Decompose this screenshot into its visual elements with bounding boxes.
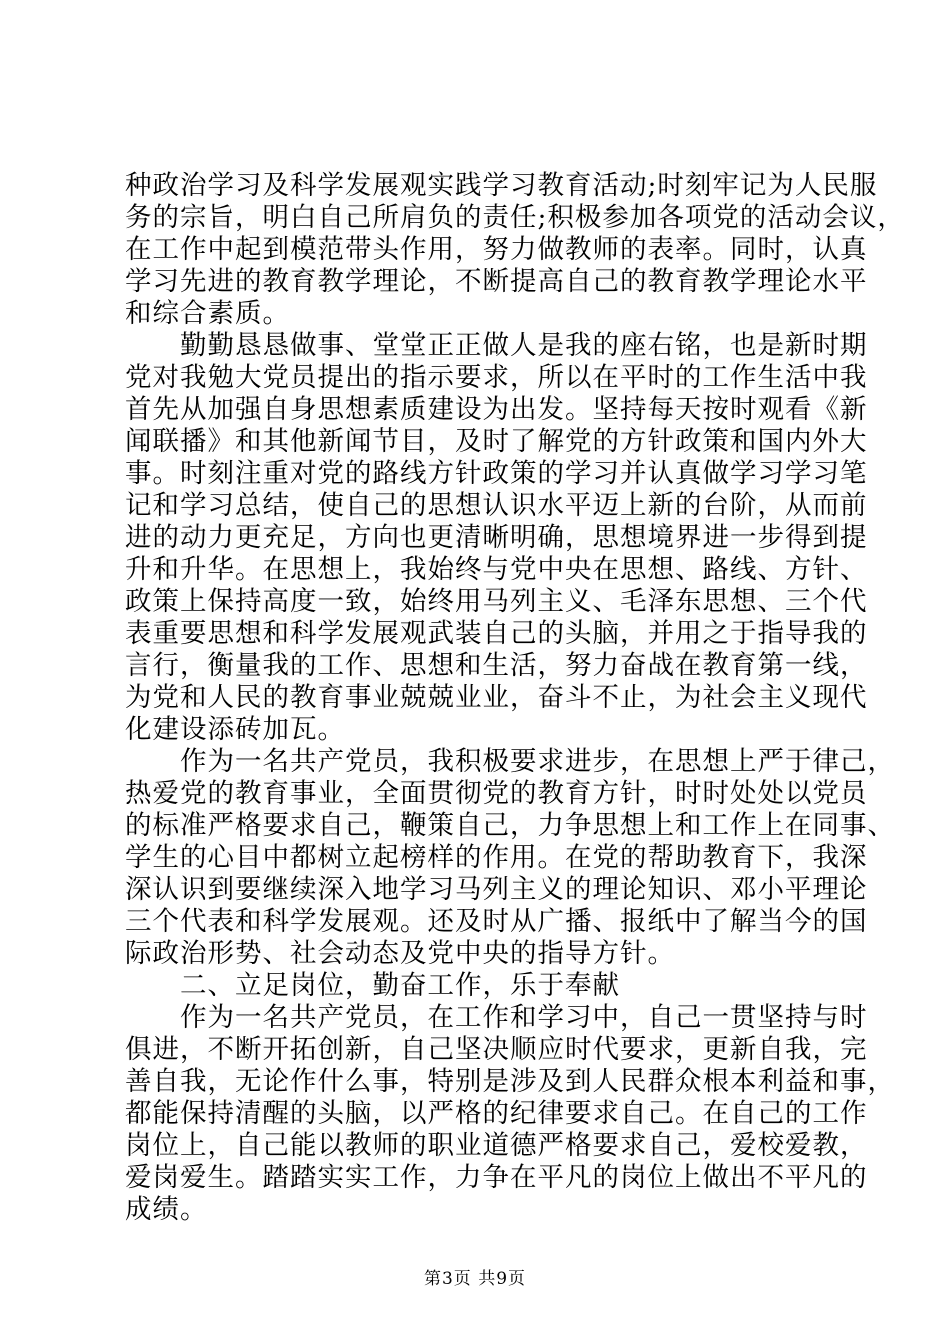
text-line: 作为一名共产党员，我积极要求进步，在思想上严于律己，: [125, 746, 895, 777]
text-line: 学习先进的教育教学理论，不断提高自己的教育教学理论水平: [125, 266, 868, 297]
text-line: 成绩。: [125, 1194, 208, 1225]
text-line: 深认识到要继续深入地学习马列主义的理论知识、邓小平理论: [125, 874, 868, 905]
text-line: 际政治形势、社会动态及党中央的指导方针。: [125, 938, 675, 969]
text-line: 勤勤恳恳做事、堂堂正正做人是我的座右铭，也是新时期: [125, 330, 868, 361]
text-line: 俱进，不断开拓创新，自己坚决顺应时代要求，更新自我，完: [125, 1034, 868, 1065]
text-line: 事。时刻注重对党的路线方针政策的学习并认真做学习学习笔: [125, 458, 868, 489]
text-line: 进的动力更充足，方向也更清晰明确，思想境界进一步得到提: [125, 522, 868, 553]
text-line: 闻联播》和其他新闻节目，及时了解党的方针政策和国内外大: [125, 426, 868, 457]
text-line: 三个代表和科学发展观。还及时从广播、报纸中了解当今的国: [125, 906, 868, 937]
text-line: 言行，衡量我的工作、思想和生活，努力奋战在教育第一线，: [125, 650, 868, 681]
text-line: 务的宗旨，明白自己所肩负的责任;积极参加各项党的活动会议，: [125, 202, 905, 233]
text-line: 种政治学习及科学发展观实践学习教育活动;时刻牢记为人民服: [125, 170, 878, 201]
text-line: 作为一名共产党员，在工作和学习中，自己一贯坚持与时: [125, 1002, 868, 1033]
text-line: 在工作中起到模范带头作用，努力做教师的表率。同时，认真: [125, 234, 868, 265]
text-line: 爱岗爱生。踏踏实实工作，力争在平凡的岗位上做出不平凡的: [125, 1162, 868, 1193]
text-line: 岗位上，自己能以教师的职业道德严格要求自己，爱校爱教，: [125, 1130, 868, 1161]
text-line: 首先从加强自身思想素质建设为出发。坚持每天按时观看《新: [125, 394, 868, 425]
text-line: 政策上保持高度一致，始终用马列主义、毛泽东思想、三个代: [125, 586, 868, 617]
text-line: 的标准严格要求自己，鞭策自己，力争思想上和工作上在同事、: [125, 810, 895, 841]
text-line: 化建设添砖加瓦。: [125, 714, 345, 745]
text-line: 升和升华。在思想上，我始终与党中央在思想、路线、方针、: [125, 554, 868, 585]
page-number-footer: 第3页 共9页: [423, 1269, 527, 1289]
section-heading: 二、立足岗位，勤奋工作，乐于奉献: [125, 970, 620, 1001]
text-line: 表重要思想和科学发展观武装自己的头脑，并用之于指导我的: [125, 618, 868, 649]
text-line: 和综合素质。: [125, 298, 290, 329]
text-line: 都能保持清醒的头脑，以严格的纪律要求自己。在自己的工作: [125, 1098, 868, 1129]
text-line: 记和学习总结，使自己的思想认识水平迈上新的台阶，从而前: [125, 490, 868, 521]
text-line: 学生的心目中都树立起榜样的作用。在党的帮助教育下，我深: [125, 842, 868, 873]
text-line: 党对我勉大党员提出的指示要求，所以在平时的工作生活中我: [125, 362, 868, 393]
text-line: 热爱党的教育事业，全面贯彻党的教育方针，时时处处以党员: [125, 778, 868, 809]
text-line: 为党和人民的教育事业兢兢业业，奋斗不止，为社会主义现代: [125, 682, 868, 713]
text-line: 善自我，无论作什么事，特别是涉及到人民群众根本利益和事，: [125, 1066, 895, 1097]
